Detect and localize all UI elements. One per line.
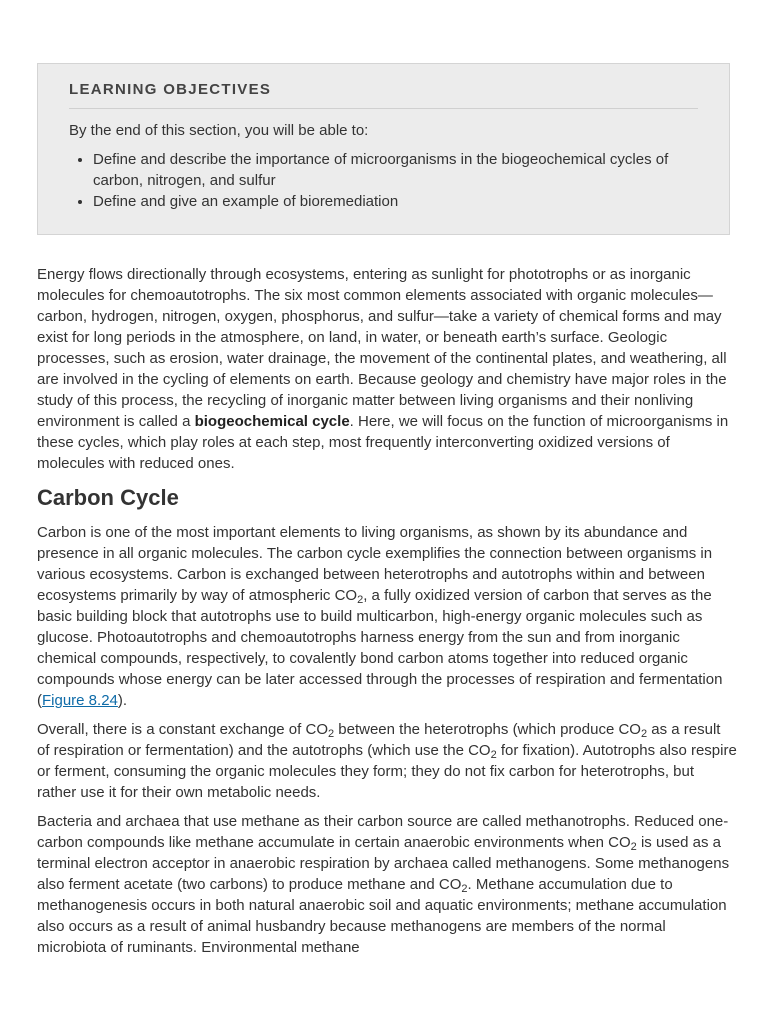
learning-objective-item: • Define and describe the importance of microorganisms in the biogeochemical cycles of carbon, nitrogen, and sulfur [93,149,698,191]
subscript: 2 [630,841,637,853]
learning-objectives-intro: By the end of this section, you will be able to: [69,122,369,139]
learning-objectives-title: LEARNING OBJECTIVES [69,64,698,109]
text-run: Carbon is one of the most important elements to living organisms, as shown by its abundance and presence in all organic molecules. The carbon cycle exemplifies the connection between organisms in various ecosystems. Carbon is exchanged between heterotrophs and autotrophs within and between ecosystems primarily by way of atmospheric CO [37,524,713,604]
learning-objectives-list [69,149,698,212]
text-run: ). [117,692,128,709]
text-run: between the heterotrophs (which produce CO [334,721,641,738]
text-run: Overall, there is a constant exchange of CO [37,721,328,738]
text-run: is used as a terminal electron acceptor in anaerobic respiration by archaea called methanogens. Some methanogens also ferment acetate (two carbons) to produce methane and CO [37,834,730,893]
text-run: Bacteria and archaea that use methane as their carbon source are called methanotrophs. Reduced one-carbon compounds like methane accumulate in certain anaerobic environments when CO [37,813,729,851]
carbon-paragraph-2 [37,719,737,803]
text-run: . Methane accumulation due to methanogenesis occurs in both natural anaerobic soil and aquatic environments; methane accumulation also occurs as a result of animal husbandry because methanogens are members of the normal microbiota of ruminants. Environmental methane [37,876,727,956]
intro-paragraph [37,264,737,474]
intro-text-2: . Here, we will focus on the function of microorganisms in these cycles, which play roles at each step, most frequently interconverting oxidized versions of molecules with reduced ones. [37,413,729,472]
carbon-paragraph-3 [37,811,737,958]
text-run: as a result of respiration or fermentation) and the autotrophs (which use the CO [37,721,721,759]
text-run: , a fully oxidized version of carbon that serves as the basic building block that autotrophs use to build multicarbon, high-energy organic molecules such as glucose. Photoautotrophs and chemoautotrophs harness energy from the sun and from inorganic chemical compounds, respectively, to covalently bond carbon atoms together into reduced organic compounds whose energy can be later accessed through the processes of respiration and fermentation ( [37,587,723,709]
figure-8-24-link[interactable]: Figure 8.24 [42,692,118,709]
text-run: for fixation). Autotrophs also respire or ferment, consuming the organic molecules they form; they do not fix carbon for heterotrophs, but rather use it for their own metabolic needs. [37,742,737,801]
subscript: 2 [640,728,648,740]
section-heading-carbon-cycle: Carbon Cycle [37,485,179,510]
subscript: 2 [461,883,468,895]
carbon-paragraph-1 [37,522,737,711]
subscript: 2 [490,749,497,761]
intro-text-1: Energy flows directionally through ecosystems, entering as sunlight for phototrophs or as inorganic molecules for chemoautotrophs. The six most common elements associated with organic molecules—carbon, hydrogen, nitrogen, oxygen, phosphorus, and sulfur—take a variety of chemical forms and may exist for long periods in the atmosphere, on land, in water, or beneath earth’s surface. Geologic processes, such as erosion, water drainage, the movement of the continental plates, and weathering, all are involved in the cycling of elements on earth. Because geology and chemistry have major roles in the study of this process, the recycling of inorganic matter between living organisms and their nonliving environment is called a [37,266,727,430]
key-term-biogeochemical-cycle: biogeochemical cycle [194,413,350,430]
learning-objective-item: • Define and give an example of bioremediation [93,191,698,212]
subscript: 2 [357,594,364,606]
subscript: 2 [327,728,335,740]
main-content [37,264,737,966]
learning-objectives-box [37,63,730,235]
